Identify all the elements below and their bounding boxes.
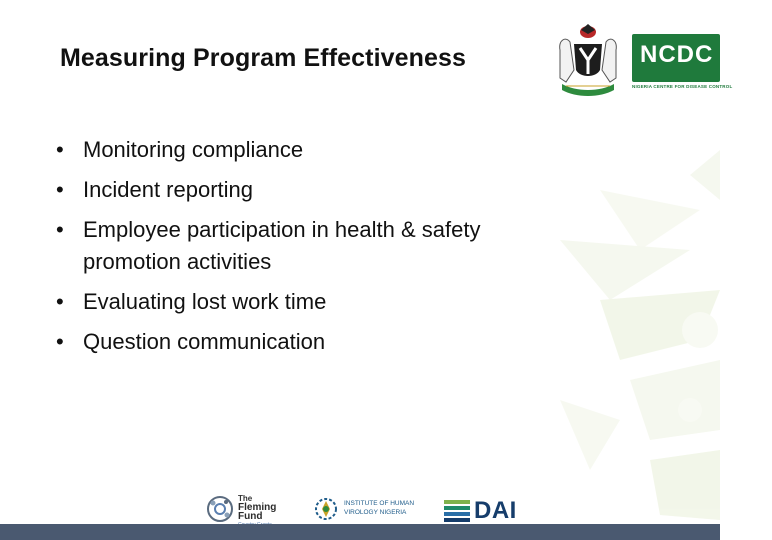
bullet-text: Evaluating lost work time: [83, 289, 327, 314]
fleming-fund-line1: The: [238, 494, 253, 503]
fleming-fund-emblem-icon: [206, 494, 234, 524]
bullet-marker: •: [56, 137, 64, 162]
bottom-bar: [0, 524, 720, 540]
bullet-text: Incident reporting: [83, 177, 253, 202]
bullet-marker: •: [56, 177, 64, 202]
ihv-line2: VIROLOGY NIGERIA: [344, 509, 407, 516]
dai-logo: [444, 496, 516, 524]
dai-logo-text: DAI: [474, 497, 517, 524]
bullet-item: [56, 214, 576, 278]
ihv-line1: INSTITUTE OF HUMAN: [344, 500, 415, 507]
slide-title: Measuring Program Effectiveness: [60, 44, 467, 72]
ncdc-logo-subtitle: NIGERIA CENTRE FOR DISEASE CONTROL: [632, 84, 733, 89]
ncdc-logo-text: NCDC: [640, 41, 714, 68]
nigeria-coat-of-arms-logo: [552, 20, 624, 100]
bullet-text: Question communication: [83, 329, 326, 354]
bullet-marker: •: [56, 289, 64, 314]
partner-logos: [206, 490, 516, 528]
bullet-item: [56, 134, 576, 166]
fleming-fund-logo: [206, 492, 302, 526]
bullet-marker: •: [56, 217, 64, 242]
bullet-list: [56, 134, 576, 366]
ncdc-logo: [632, 34, 733, 94]
bullet-item: [56, 174, 576, 206]
header-logos: [552, 20, 733, 100]
bullet-item: [56, 286, 576, 318]
bullet-item: [56, 326, 576, 358]
dai-stripes-icon: [444, 499, 472, 523]
ihv-text: [344, 499, 414, 517]
bullet-text: Monitoring compliance: [83, 137, 304, 162]
bullet-marker: •: [56, 329, 64, 354]
fleming-fund-line2: Fleming Fund: [238, 502, 277, 522]
ihv-emblem-icon: [314, 495, 338, 523]
ncdc-logo-badge: [632, 34, 720, 82]
bullet-text: Employee participation in health & safety promotion activities: [83, 217, 481, 274]
ihv-nigeria-logo: [314, 494, 424, 524]
